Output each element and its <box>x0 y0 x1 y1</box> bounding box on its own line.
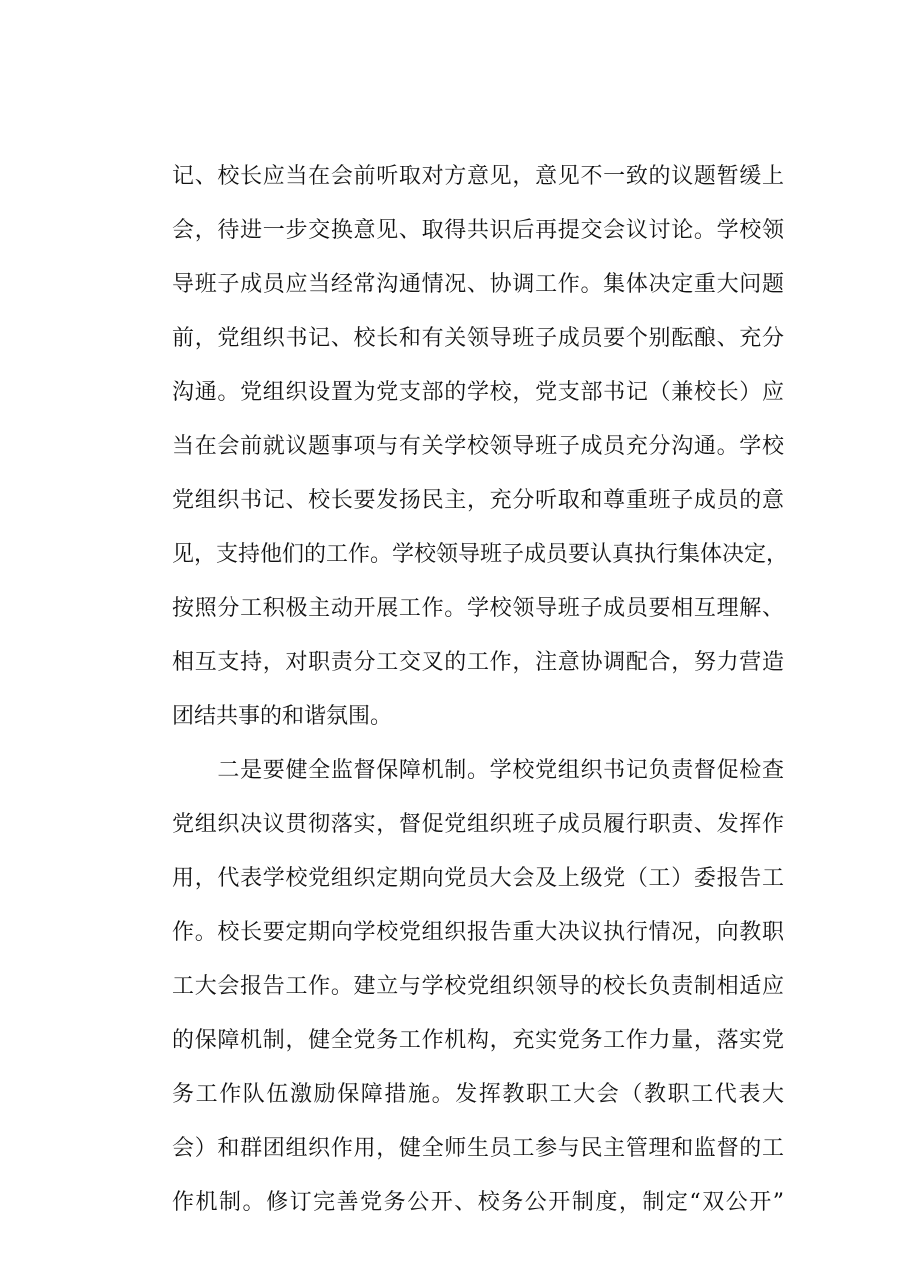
text-line: 按照分工积极主动开展工作。学校领导班子成员要相互理解、 <box>172 596 784 621</box>
text-line: 工大会报告工作。建立与学校党组织领导的校长负责制相适应 <box>172 974 784 999</box>
text-line: 作机制。修订完善党务公开、校务公开制度，制定“双公开” <box>172 1190 784 1215</box>
body-text <box>172 150 789 1230</box>
text-line: 见，支持他们的工作。学校领导班子成员要认真执行集体决定， <box>172 542 789 567</box>
text-line: 作。校长要定期向学校党组织报告重大决议执行情况，向教职 <box>172 920 784 945</box>
text-line: 导班子成员应当经常沟通情况、协调工作。集体决定重大问题 <box>172 272 784 297</box>
text-line: 的保障机制，健全党务工作机构，充实党务工作力量，落实党 <box>172 1028 784 1053</box>
text-line: 党组织决议贯彻落实，督促党组织班子成员履行职责、发挥作 <box>172 812 784 837</box>
text-line: 务工作队伍激励保障措施。发挥教职工大会（教职工代表大 <box>172 1082 784 1107</box>
text-line: 记、校长应当在会前听取对方意见，意见不一致的议题暂缓上 <box>172 164 784 189</box>
text-line: 前，党组织书记、校长和有关领导班子成员要个别酝酿、充分 <box>172 326 784 351</box>
text-line: 用，代表学校党组织定期向党员大会及上级党（工）委报告工 <box>172 866 784 891</box>
text-line: 党组织书记、校长要发扬民主，充分听取和尊重班子成员的意 <box>172 488 784 513</box>
text-line: 沟通。党组织设置为党支部的学校，党支部书记（兼校长）应 <box>172 380 784 405</box>
text-line: 会，待进一步交换意见、取得共识后再提交会议讨论。学校领 <box>172 218 784 243</box>
text-line: 团结共事的和谐氛围。 <box>172 704 393 729</box>
text-line: 当在会前就议题事项与有关学校领导班子成员充分沟通。学校 <box>172 434 784 459</box>
text-line: 二是要健全监督保障机制。学校党组织书记负责督促检查 <box>172 758 784 783</box>
text-line: 相互支持，对职责分工交叉的工作，注意协调配合，努力营造 <box>172 650 784 675</box>
text-line: 会）和群团组织作用，健全师生员工参与民主管理和监督的工 <box>172 1136 784 1161</box>
